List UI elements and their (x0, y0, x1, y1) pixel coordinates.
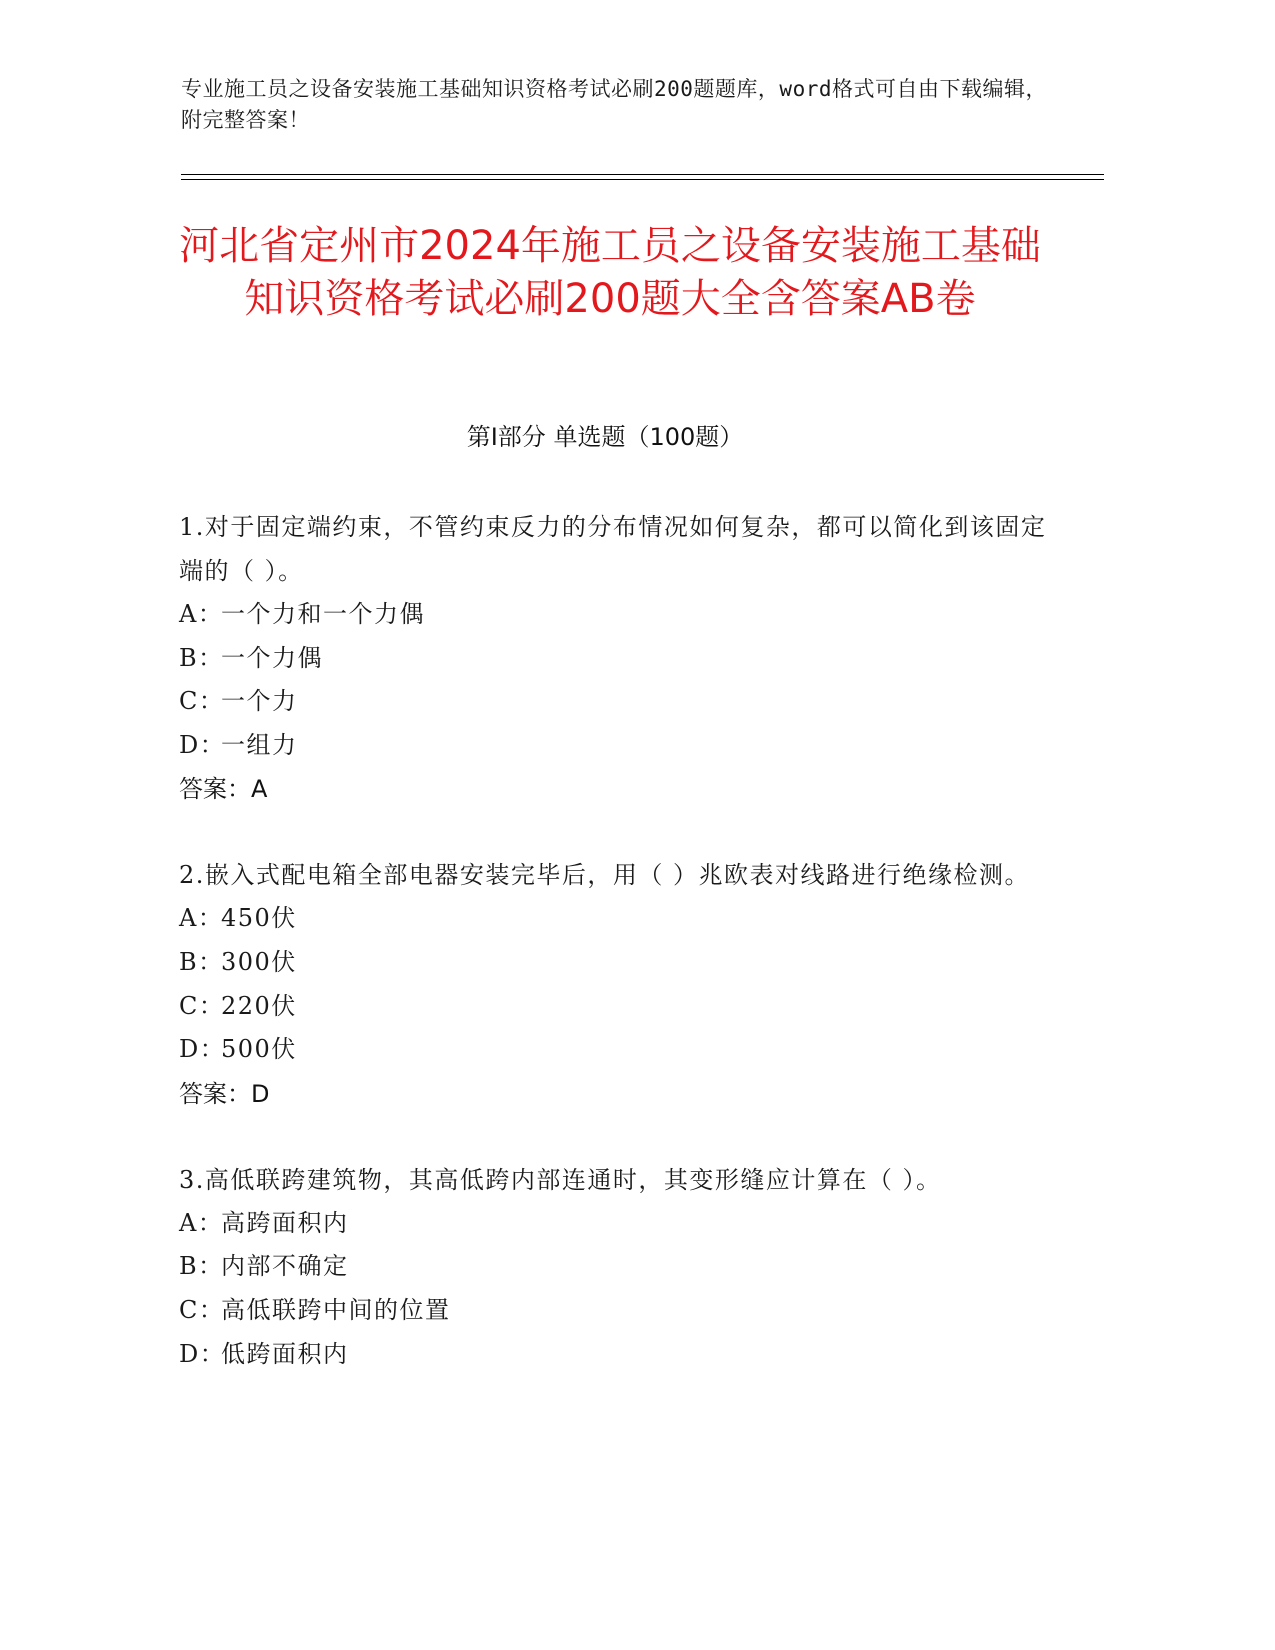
question-item (179, 505, 1059, 811)
option-b (179, 941, 1059, 985)
question-stem: 1.对于固定端约束，不管约束反力的分布情况如何复杂，都可以简化到该固定端的（ ）。 (179, 513, 1047, 585)
option-text: 一个力偶 (221, 643, 323, 672)
option-key: A： (179, 600, 224, 628)
option-c (179, 1289, 1059, 1333)
option-c (179, 985, 1059, 1029)
option-key: D： (179, 730, 226, 759)
option-text: 低跨面积内 (221, 1339, 349, 1368)
option-text: 450伏 (221, 904, 297, 933)
option-text: 内部不确定 (221, 1252, 349, 1281)
option-key: C： (179, 687, 225, 716)
option-text: 一组力 (221, 730, 298, 759)
option-key: D： (179, 1035, 226, 1064)
answer-line: 答案：A (179, 775, 268, 804)
option-key: D： (179, 1339, 226, 1368)
option-text: 300伏 (221, 947, 297, 976)
header-divider-thin (181, 179, 1104, 180)
option-b (179, 1245, 1059, 1289)
option-c (179, 680, 1059, 724)
option-text: 一个力 (221, 687, 298, 716)
question-stem: 2.嵌入式配电箱全部电器安装完毕后，用（ ）兆欧表对线路进行绝缘检测。 (179, 861, 1031, 890)
option-key: C： (179, 1295, 225, 1324)
option-a (179, 897, 1059, 941)
option-d (179, 724, 1059, 768)
question-list (179, 505, 1059, 1418)
section-heading: 第Ⅰ部分 单选题（100题） (466, 423, 744, 451)
header-note: 专业施工员之设备安装施工基础知识资格考试必刷200题题库，word格式可自由下载编辑，附完整答案！ (181, 77, 1047, 132)
option-a (179, 1202, 1059, 1246)
option-key: A： (179, 1208, 224, 1237)
option-key: B： (179, 643, 224, 672)
option-text: 高跨面积内 (221, 1208, 349, 1237)
option-key: B： (179, 1252, 224, 1281)
option-d (179, 1028, 1059, 1072)
question-item (179, 853, 1059, 1115)
option-text: 一个力和一个力偶 (221, 600, 425, 628)
document-title: 河北省定州市2024年施工员之设备安装施工基础知识资格考试必刷200题大全含答案AB卷 (179, 223, 1041, 322)
option-key: A： (179, 904, 224, 933)
option-d (179, 1333, 1059, 1377)
option-text: 220伏 (221, 991, 297, 1020)
option-text: 500伏 (221, 1035, 297, 1064)
answer-line: 答案：D (179, 1079, 270, 1108)
header-divider-thick (181, 174, 1104, 175)
question-stem: 3.高低联跨建筑物，其高低跨内部连通时，其变形缝应计算在（ ）。 (179, 1165, 942, 1194)
option-b (179, 637, 1059, 681)
option-a (179, 593, 1059, 637)
option-key: B： (179, 947, 224, 976)
option-key: C： (179, 991, 225, 1020)
option-text: 高低联跨中间的位置 (221, 1295, 451, 1324)
question-item (179, 1158, 1059, 1376)
